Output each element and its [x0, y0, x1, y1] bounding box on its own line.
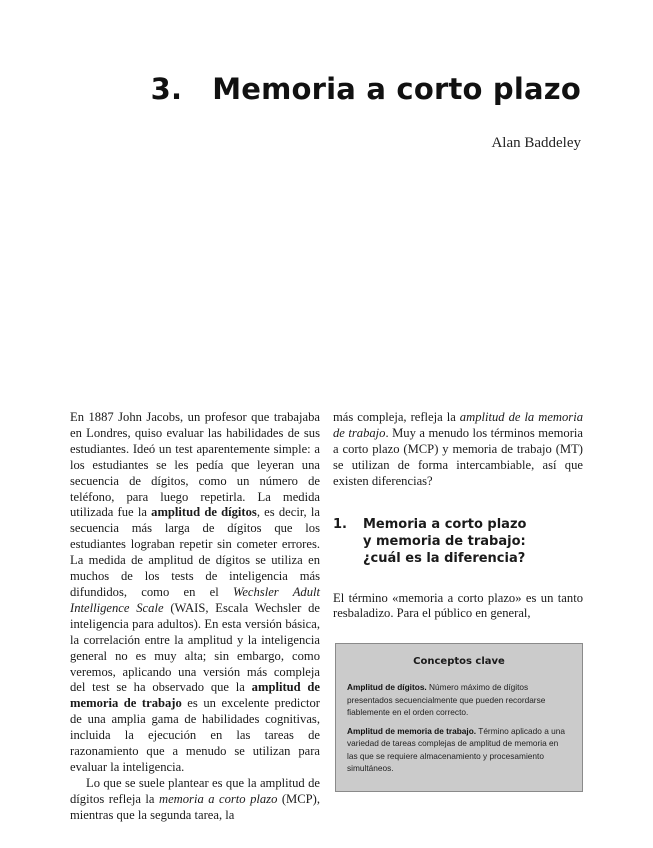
paragraph [333, 410, 583, 490]
key-concept-term: Amplitud de dígitos. [347, 682, 427, 692]
text-run: más compleja, refleja la [333, 410, 460, 424]
chapter-number: 3. [150, 72, 183, 106]
key-concept-item [347, 681, 571, 719]
chapter-title [151, 72, 581, 106]
bold-term: amplitud de dígitos [151, 505, 257, 520]
text-run: El término «memoria a corto plazo» es un tanto resbaladizo. Para el público en general, [333, 590, 583, 621]
section-title-line: ¿cuál es la diferencia? [363, 550, 526, 566]
text-run: En 1887 John Jacobs, un profesor que trabajaba en Londres, quiso evaluar las habilidades de sus estudiantes. Ideó un test aparentemente simple: a los estudiantes se les pedía que leyeran una secuencia de dígitos, como un número de teléfono, para luego repetirla. La medida utilizada fue la [70, 410, 320, 520]
italic-term: memoria a corto plazo [158, 791, 278, 806]
key-concept-item [347, 725, 571, 775]
text-column-right [333, 410, 583, 622]
paragraph [333, 591, 583, 623]
key-concept-term: Amplitud de memoria de trabajo. [347, 725, 477, 736]
text-column-left [70, 410, 320, 824]
italic-term: Wechsler Adult Intelligence Scale [70, 584, 320, 615]
text-run: (MCP), mientras que la segunda tarea, la [70, 791, 320, 822]
text-run: . Muy a menudo los términos memoria a corto plazo (MCP) y memoria de trabajo (MT) se utilizan de forma intercambiable, así que existen diferencias? [333, 425, 584, 488]
section-title-line: y memoria de trabajo: [363, 533, 526, 549]
key-concepts-box [335, 643, 583, 792]
section-heading [333, 516, 583, 567]
section-number: 1. [333, 516, 347, 532]
author-name: Alan Baddeley [491, 135, 581, 151]
text-run: (WAIS, Escala Wechsler de inteligencia para adultos). En esta versión básica, la correlación entre la amplitud y la inteligencia general no es muy alta; sin embargo, como veremos, aplicando una versión más compleja del test se ha observado que la [70, 600, 320, 695]
key-concepts-title: Conceptos clave [413, 656, 505, 667]
italic-term: amplitud de la memoria de trabajo [333, 410, 583, 440]
text-run: Lo que se suele plantear es que la amplitud de dígitos refleja la [70, 775, 320, 806]
key-concept-definition: Término aplicado a una variedad de tareas complejas de amplitud de memoria en las que se requiere almacenamiento y procesamiento simultáneos. [347, 725, 565, 773]
paragraph [70, 776, 320, 824]
key-concept-definition: Número máximo de dígitos presentados secuencialmente que pueden recordarse fiablemente en el orden correcto. [347, 682, 546, 717]
section-title-line: Memoria a corto plazo [363, 516, 527, 532]
text-run: es un excelente predictor de una amplia gama de habilidades cognitivas, incluida la ejecución en las tareas de razonamiento que a menudo se utilizan para evaluar la inteligencia. [70, 696, 320, 774]
text-run: , es decir, la secuencia más larga de dígitos que los estudiantes lograban repetir sin cometer errores. La medida de amplitud de dígitos se utiliza en muchos de los tests de inteligencia más difundidos, como en el [70, 505, 320, 599]
bold-term: amplitud de memoria de trabajo [70, 680, 321, 711]
chapter-title-text: Memoria a corto plazo [212, 72, 581, 106]
paragraph [70, 410, 320, 776]
section-title [363, 516, 526, 567]
